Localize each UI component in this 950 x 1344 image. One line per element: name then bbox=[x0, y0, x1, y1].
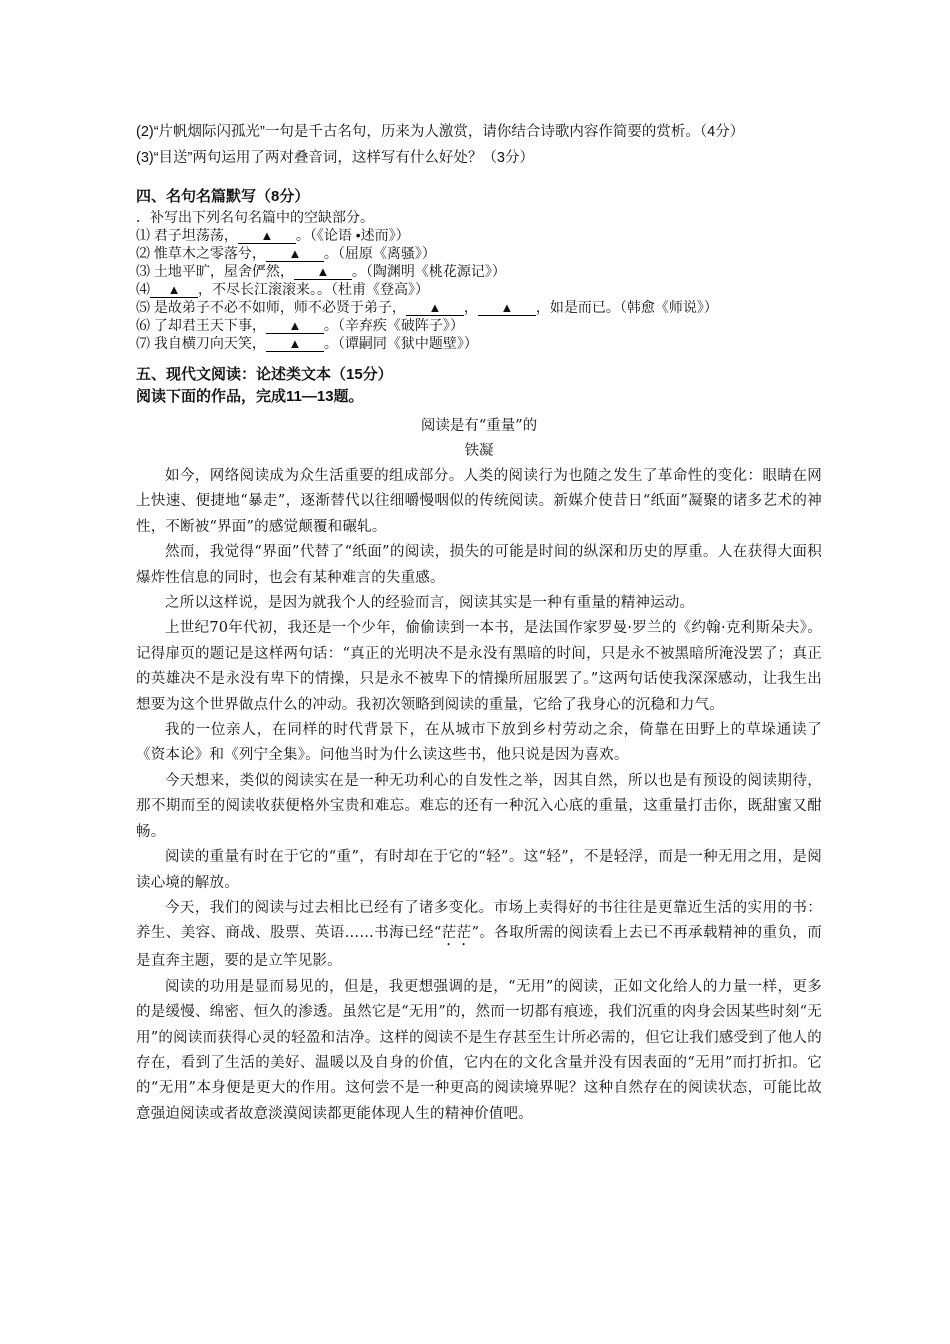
fill-item-7: ⑺ 我自横刀向天笑， ▲ 。（谭嗣同《狱中题壁》） bbox=[136, 335, 478, 351]
fill-item-2: ⑵ 惟草木之零落兮， ▲ 。（屈原《离骚》） bbox=[136, 245, 436, 261]
answer-blank[interactable]: ▲ bbox=[266, 247, 324, 262]
article-paragraph: 上世纪70年代初，我还是一个少年，偷偷读到一本书，是法国作家罗曼·罗兰的《约翰·克利斯朵夫》。记得扉页的题记是这样两句话：“真正的光明决不是永没有黑暗的时间，只是永不被黑暗所淹没罢了；真正的英雄决不是永没有卑下的情操，只是永不被卑下的情操所屈服罢了。”这两句话使我深深感动，让我生出想要为这个世界做点什么的冲动。我初次领略到阅读的重量，它给了我身心的沉稳和力气。 bbox=[136, 620, 822, 713]
fill-item-3: ⑶ 土地平旷，屋舍俨然， ▲ 。（陶渊明《桃花源记》） bbox=[136, 263, 506, 279]
answer-blank[interactable]: ▲ bbox=[478, 301, 536, 316]
section-5-instruction: 阅读下面的作品，完成11—13题。 bbox=[136, 388, 364, 405]
question-3: (3)“目送”两句运用了两对叠音词，这样写有什么好处？（3分） bbox=[136, 150, 534, 166]
article-paragraph: 我的一位亲人，在同样的时代背景下，在从城市下放到乡村劳动之余，倚靠在田野上的草垛通读了《资本论》和《列宁全集》。问他当时为什么读这些书，他只说是因为喜欢。 bbox=[136, 722, 822, 764]
article-paragraph: 如今，网络阅读成为众生活重要的组成部分。人类的阅读行为也随之发生了革命性的变化：眼睛在网上快速、便捷地“暴走”，逐渐替代以往细嚼慢咽似的传统阅读。新媒介使昔日“纸面”凝聚的诸多艺术的神性，不断被“界面”的感觉颠覆和碾轧。 bbox=[136, 468, 822, 535]
section-4-heading: 四、名句名篇默写（8分） bbox=[136, 188, 310, 205]
emphasized-word: 茫茫 bbox=[441, 925, 472, 942]
fill-item-1: ⑴ 君子坦荡荡， ▲ 。（《论语 •述而》） bbox=[136, 227, 410, 243]
fill-item-5: ⑸ 是故弟子不必不如师，师不必贤于弟子， ▲ ， ▲ ，如是而已。（韩愈《师说》） bbox=[136, 299, 718, 315]
answer-blank[interactable]: ▲ bbox=[294, 265, 352, 280]
section-5-heading: 五、现代文阅读：论述类文本（15分） bbox=[136, 366, 393, 383]
answer-blank[interactable]: ▲ bbox=[238, 229, 296, 244]
article-title: 阅读是有“重量”的 bbox=[420, 418, 538, 434]
section-5 bbox=[136, 364, 822, 1127]
question-2: (2)“片帆烟际闪孤光”一句是千古名句，历来为人激赏，请你结合诗歌内容作简要的赏析。（4分） bbox=[136, 124, 745, 140]
section-4-instruction: ．补写出下列名句名篇中的空缺部分。 bbox=[136, 209, 374, 225]
answer-blank[interactable]: ▲ bbox=[266, 319, 324, 334]
article-paragraph: 阅读的重量有时在于它的“重”，有时却在于它的“轻”。这“轻”，不是轻浮，而是一种无用之用，是阅读心境的解放。 bbox=[136, 849, 822, 891]
article-paragraph: 今天想来，类似的阅读实在是一种无功利心的自发性之举，因其自然，所以也是有预设的阅读期待，那不期而至的阅读收获便格外宝贵和难忘。难忘的还有一种沉入心底的重量，这重量打击你，既甜蜜又酣畅。 bbox=[136, 772, 822, 840]
fill-item-6: ⑹ 了却君王天下事， ▲ 。（辛弃疾《破阵子》） bbox=[136, 317, 464, 333]
article-paragraph: 今天，我们的阅读与过去相比已经有了诸多变化。市场上卖得好的书往往是更靠近生活的实用的书：养生、美容、商战、股票、英语……书海已经“茫茫”。各取所需的阅读看上去已不再承载精神的重负，而是直奔主题，要的是立竿见影。 bbox=[136, 899, 823, 970]
document-page bbox=[136, 120, 822, 1127]
fill-item-4: ⑷ ▲ ，不尽长江滚滚来。。（杜甫《登高》） bbox=[136, 281, 429, 297]
article-author: 铁凝 bbox=[464, 443, 494, 459]
article-paragraph: 然而，我觉得“界面”代替了“纸面”的阅读，损失的可能是时间的纵深和历史的厚重。人在获得大面积爆炸性信息的同时，也会有某种难言的失重感。 bbox=[136, 544, 822, 586]
article-paragraph: 阅读的功用是显而易见的，但是，我更想强调的是，“无用”的阅读，正如文化给人的力量一样，更多的是缓慢、绵密、恒久的渗透。虽然它是“无用”的，然而一切都有痕迹，我们沉重的肉身会因某些时刻“无用”的阅读而获得心灵的轻盈和洁净。这样的阅读不是生存甚至生计所必需的，但它让我们感受到了他人的存在，看到了生活的美好、温暖以及自身的价值，它内在的文化含量并没有因表面的“无用”而打折扣。它的“无用”本身便是更大的作用。这何尝不是一种更高的阅读境界呢？这种自然存在的阅读状态，可能比故意强迫阅读或者故意淡漠阅读都更能体现人生的精神价值吧。 bbox=[136, 978, 822, 1122]
answer-blank[interactable]: ▲ bbox=[266, 337, 324, 352]
article-paragraph: 之所以这样说，是因为就我个人的经验而言，阅读其实是一种有重量的精神运动。 bbox=[165, 595, 695, 612]
answer-blank[interactable]: ▲ bbox=[406, 301, 464, 316]
answer-blank[interactable]: ▲ bbox=[150, 283, 198, 298]
section-4 bbox=[136, 186, 822, 352]
